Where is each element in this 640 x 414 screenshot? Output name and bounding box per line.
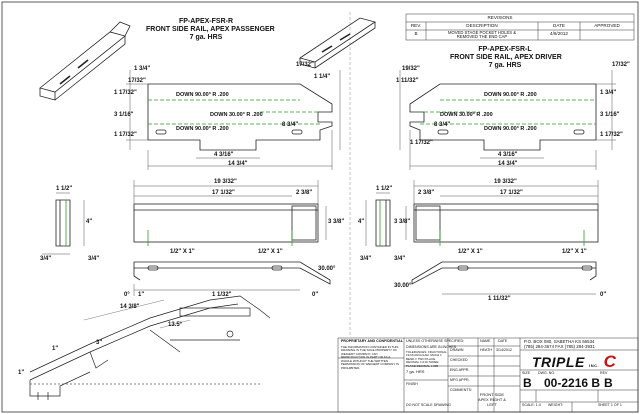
proprietary-text: THE INFORMATION CONTAINED IN THIS DRAWING IS THE SOLE PROPERTY OF WEIGERT COMPANY. ANY REPRODUCTION IN PART OR AS A WHOLE WITHOUT THE WRITTEN PERMISSION OF WEIGERT COMPANY IS PROHIBITED.	[341, 345, 399, 370]
left-flat-dim: 1 17/32"	[114, 132, 137, 138]
left-flat-dim: 17/32"	[296, 62, 314, 68]
rev-header: REV.	[410, 23, 422, 28]
right-flat-dim: 3 1/16"	[600, 112, 620, 118]
assembly-dim: 13.5°	[168, 322, 183, 328]
right-title-line2: FRONT SIDE RAIL, APEX DRIVER	[450, 54, 562, 62]
drawn-date: 3/14/2012	[496, 348, 512, 352]
right-front-dim: 1/2" X 1"	[458, 249, 483, 255]
name-header: NAME	[480, 339, 491, 343]
address-line-2: (785) 284-3674 FAX (785) 284-3931	[524, 344, 595, 349]
revisions-heading: REVISIONS	[487, 15, 513, 20]
right-flat-dim: 1 3/4"	[600, 90, 617, 96]
left-front-dim: 1/2" X 1"	[170, 249, 195, 255]
right-flat-dim: 1 17/32"	[600, 132, 623, 138]
right-side-dim: 3 3/8"	[394, 219, 411, 225]
size-label: SIZE	[522, 371, 530, 375]
right-front-view	[412, 262, 596, 284]
right-flat-dim: 4 3/16"	[498, 152, 518, 158]
right-side-dim: 1 1/2"	[376, 186, 393, 192]
right-front-dim: 1 11/32"	[488, 296, 511, 302]
drawn-label: DRAWN	[450, 348, 464, 352]
right-top-dim: 2 3/8"	[418, 190, 435, 196]
left-flat-dim: 1 3/4"	[134, 66, 151, 72]
date-header: DATE	[553, 23, 565, 28]
left-flat-dim: 1 1/4"	[314, 74, 331, 80]
left-side-view	[56, 200, 70, 246]
right-isometric-view	[300, 18, 375, 68]
weight-label: WEIGHT:	[548, 403, 563, 407]
left-flat-dim: 1 17/32"	[114, 90, 137, 96]
tolerances: TOLERANCES: FRACTIONAL ±1/16 ANGULAR: MACH ± BEND ± TWO PLACE DECIMAL ±.010 THREE PLACE DECIMAL ±.005	[406, 350, 447, 368]
drawn-name: HEATH	[480, 348, 492, 352]
left-note-3: DOWN 90.00° R .200	[176, 126, 229, 132]
address-line-1: P.O. BOX 080, SABETHA KS 66534	[524, 339, 595, 344]
assembly-view	[30, 296, 270, 400]
right-part-title	[450, 46, 560, 70]
dwg-no-value: 00-2216 B	[544, 376, 601, 390]
assembly-dim: 3"	[96, 340, 103, 346]
left-front-dim: 30.00°	[318, 266, 336, 272]
right-front-dim: 0"	[600, 292, 607, 298]
left-top-view	[134, 204, 318, 246]
drawing-title-1: FRONT SIDE	[479, 392, 505, 397]
left-flat-dim: 17/32"	[128, 78, 146, 84]
left-front-dim: 0"	[312, 292, 319, 298]
no-scale-note: DO NOT SCALE DRAWING	[406, 403, 451, 407]
right-flat-dim: 19/32"	[402, 66, 420, 72]
rev-label: REV	[600, 371, 608, 375]
right-side-dim: 4"	[358, 219, 365, 225]
right-flat-dim: 17/32"	[612, 62, 630, 68]
left-title-line3: 7 ga. HRS	[189, 34, 223, 42]
left-side-dimension-lines	[42, 193, 84, 254]
logo-text: TRIPLE	[532, 354, 585, 370]
finish-label: FINISH	[406, 382, 418, 386]
left-front-view	[134, 262, 330, 284]
approved-header: APPROVED	[594, 23, 620, 28]
left-isometric-view	[40, 22, 130, 100]
left-front-dim: 0°	[124, 292, 130, 298]
rev-value: B	[604, 376, 613, 390]
unless-specified: UNLESS OTHERWISE SPECIFIED:	[406, 339, 465, 343]
left-side-dim: 3 3/8"	[328, 219, 345, 225]
sheet-value: SHEET 1 OF 1	[598, 403, 622, 407]
scale-value: SCALE: 1:4	[522, 403, 541, 407]
description-header: DESCRIPTION	[466, 23, 498, 28]
company-logo	[532, 353, 616, 370]
drawing-title-2: APEX RIGHT &	[478, 397, 506, 402]
rev-row-rev: B	[414, 31, 418, 36]
left-flat-dim: 14 3/4"	[228, 161, 248, 167]
right-flat-dim: 1 17/32"	[410, 140, 433, 146]
left-note-2: DOWN 30.00° R .200	[210, 112, 263, 118]
left-side-dim: 1 1/2"	[56, 186, 73, 192]
date-col-header: DATE	[498, 339, 508, 343]
dwg-no-label: DWG. NO.	[538, 371, 556, 375]
left-front-dim: 1"	[138, 292, 145, 298]
left-front-dim: 1 1/32"	[212, 292, 232, 298]
left-flat-dim: 4 3/16"	[214, 152, 234, 158]
right-flat-dim: 8 3/4"	[434, 122, 451, 128]
proprietary-heading: PROPRIETARY AND CONFIDENTIAL	[341, 339, 403, 343]
assembly-dim: 1"	[52, 346, 59, 352]
assembly-dim: 14 3/8"	[120, 304, 140, 310]
right-note-3: DOWN 90.00° R .200	[484, 126, 537, 132]
right-side-dim: 3/4"	[394, 256, 406, 262]
assembly-dim: 1"	[18, 370, 25, 376]
left-flat-dim: 8 3/4"	[282, 122, 299, 128]
right-side-dim: 3/4"	[360, 256, 372, 262]
right-front-dim: 1/2" X 1"	[562, 249, 587, 255]
logo-letter: C	[603, 352, 617, 371]
left-top-dim: 2 3/8"	[296, 190, 313, 196]
right-top-view	[414, 204, 598, 246]
eng-appr-label: ENG APPR.	[450, 368, 470, 372]
left-note-1: DOWN 90.00° R .200	[176, 92, 229, 98]
rev-row-desc-1: MOVED STAGE POCKET HOLES &	[447, 29, 517, 35]
left-top-dim: 17 1/32"	[212, 190, 235, 196]
left-side-dim: 4"	[86, 219, 93, 225]
left-part-title	[146, 18, 275, 42]
right-top-dim: 19 3/32"	[494, 179, 517, 185]
right-note-2: DOWN 30.00° R .200	[440, 112, 493, 118]
left-title-line2: FRONT SIDE RAIL, APEX PASSENGER	[146, 26, 275, 34]
right-title-line1: FP-APEX-FSR-L	[478, 46, 532, 53]
size-value: B	[523, 376, 532, 390]
left-flat-dim: 3 1/16"	[114, 112, 134, 118]
checked-label: CHECKED	[450, 358, 468, 362]
rev-row-desc-2: REMOVED THE END CAP	[456, 34, 508, 39]
left-title-line1: FP-APEX-FSR-R	[178, 18, 234, 25]
logo-inc: INC.	[589, 363, 600, 368]
comments-label: COMMENTS:	[450, 388, 472, 392]
right-top-dim: 17 1/32"	[500, 190, 523, 196]
drawing-title-3: LEFT	[487, 402, 497, 407]
right-title-line3: 7 ga. HRS	[488, 62, 522, 70]
left-top-dim: 19 3/32"	[214, 179, 237, 185]
right-front-dim: 30.00°	[394, 283, 412, 289]
mfg-appr-label: MFG APPR.	[450, 378, 470, 382]
tolerances-heading: DIMENSIONS ARE IN INCHES	[406, 345, 457, 349]
left-front-dim: 1/2" X 1"	[258, 249, 283, 255]
left-side-dim: 3/4"	[40, 256, 52, 262]
right-flat-dim: 14 3/4"	[498, 161, 518, 167]
rev-row-date: 4/6/2012	[550, 31, 568, 36]
material-value: 7 ga. HRS	[406, 369, 425, 374]
right-flat-dim: 1 11/32"	[396, 78, 419, 84]
right-note-1: DOWN 90.00° R .200	[484, 92, 537, 98]
right-side-view	[376, 200, 390, 246]
left-side-dim: 3/4"	[88, 256, 100, 262]
